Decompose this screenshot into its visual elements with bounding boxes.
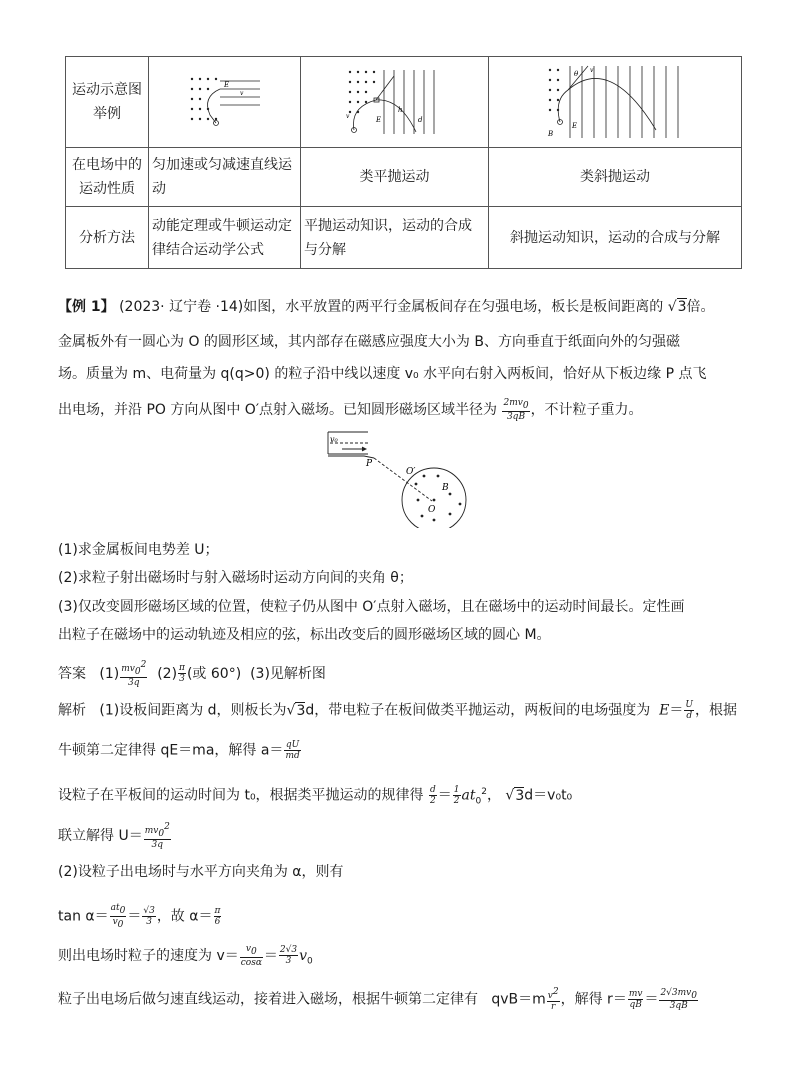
analysis-line-7: 则出电场时粒子的速度为 v＝ $\frac{v_0}{\cos\alpha}$ ＝ $\frac{2√3}{3}$ $v_0$ xyxy=(58,944,313,968)
svg-text:d: d xyxy=(417,116,422,124)
o-prime-label: O′ xyxy=(406,467,416,477)
analysis-line-5: (2)设粒子出电场时与水平方向夹角为 α，则有 xyxy=(58,864,344,880)
svg-text:E: E xyxy=(572,122,578,130)
example-line-1: 【例 1】 (2023· 辽宁卷 ·14)如图，水平放置的两平行金属板间存在匀强电场，板长是板间距离的 √3倍。 xyxy=(58,299,715,315)
example-line-4: 出电场，并沿 PO 方向从图中 O′点射入磁场。已知圆形磁场区域半径为 $\frac{2mv_0}{3qB}$ ，不计粒子重力。 xyxy=(58,398,643,422)
figure-linear-motion xyxy=(149,57,301,148)
question-3-cont: 出粒子在磁场中的运动轨迹及相应的弦，标出改变后的圆形磁场区域的圆心 M。 xyxy=(58,627,551,643)
figure-projectile-motion xyxy=(301,57,489,148)
example-line-2: 金属板外有一圆心为 O 的圆形区域，其内部存在磁感应强度大小为 B、方向垂直于纸面向外的匀强磁 xyxy=(58,334,680,350)
question-2: (2)求粒子射出磁场时与射入磁场时运动方向间的夹角 θ； xyxy=(58,570,413,586)
table-row xyxy=(66,57,742,148)
svg-text:E: E xyxy=(375,116,381,124)
question-3: (3)仅改变圆形磁场区域的位置，使粒子仍从图中 O′点射入磁场，且在磁场中的运动时间最长。定性画 xyxy=(58,599,685,615)
table-cell: 匀加速或匀减速直线运动 xyxy=(149,148,301,207)
projectile-motion-sketch xyxy=(340,62,450,142)
p-label: P xyxy=(366,459,373,469)
table-row-label: 分析方法 xyxy=(66,207,149,269)
table-cell: 类平抛运动 xyxy=(301,148,489,207)
table-row xyxy=(66,207,742,269)
svg-text:B: B xyxy=(548,130,554,138)
example-source: (2023· 辽宁卷 ·14) xyxy=(119,299,244,315)
analysis-line-8: 粒子出电场后做匀速直线运动，接着进入磁场，根据牛顿第二定律有 qvB＝m $\frac{v^2}{r}$ ，解得 r＝ $\frac{mv}{qB}$ ＝ $\frac{2√3mv_0}{3qB}$ xyxy=(58,987,697,1012)
table-row xyxy=(66,148,742,207)
table-row-label: 运动示意图举例 xyxy=(66,57,149,148)
table-cell: 平抛运动知识，运动的合成与分解 xyxy=(301,207,489,269)
v0-label: v₀ xyxy=(330,435,338,444)
radius-fraction: $\frac{2mv_0}{3qB}$ xyxy=(503,398,529,422)
svg-text:v: v xyxy=(590,67,594,74)
plates-and-circle-diagram xyxy=(322,428,482,528)
analysis-line-4: 联立解得 U＝ $\frac{mv_0^2}{3q}$ xyxy=(58,822,170,850)
example-tag: 【例 1】 xyxy=(58,299,115,315)
o-label: O xyxy=(428,505,436,515)
question-1: (1)求金属板间电势差 U； xyxy=(58,542,219,558)
oblique-projectile-sketch xyxy=(540,60,690,144)
svg-text:θ: θ xyxy=(574,70,579,78)
particle-exit xyxy=(328,456,374,458)
figure-oblique-projectile xyxy=(489,57,742,148)
svg-text:v: v xyxy=(345,113,349,120)
sqrt3-inline: √3 xyxy=(667,299,687,315)
analysis-line-1: 解析 (1)设板间距离为 d，则板长为√3d，带电粒子在板间做类平抛运动，两板间的电场强度为 E＝ $\frac{U}{d}$ ，根据 xyxy=(58,700,737,721)
svg-text:E: E xyxy=(223,81,229,89)
table-cell: 类斜抛运动 xyxy=(489,148,742,207)
b-label: B xyxy=(442,483,449,493)
example-line-3: 场。质量为 m、电荷量为 q(q>0) 的粒子沿中线以速度 v₀ 水平向右射入两板间，恰好从下板边缘 P 点飞 xyxy=(58,366,707,382)
svg-text:h: h xyxy=(397,106,403,114)
linear-motion-sketch xyxy=(180,67,270,137)
answer-line: 答案 (1) $\frac{mv_0^2}{3q}$ (2) $\frac{\pi}{3}$ (或 60°) (3)见解析图 xyxy=(58,660,326,688)
po-dashed-line xyxy=(374,458,432,501)
analysis-line-2: 牛顿第二定律得 qE＝ma，解得 a＝ $\frac{qU}{md}$ xyxy=(58,740,300,761)
analysis-line-3: 设粒子在平板间的运动时间为 t₀，根据类平抛运动的规律得 $\frac{d}{2}$ ＝ $\frac{1}{2}$ $at_0^2$， √3d＝v₀t₀ xyxy=(58,785,573,807)
table-cell: 斜抛运动知识，运动的合成与分解 xyxy=(489,207,742,269)
analysis-line-6: tan α＝ $\frac{at_0}{v_0}$ ＝ $\frac{√3}{3}$ ，故 α＝ $\frac{\pi}{6}$ xyxy=(58,903,221,930)
table-row-label: 在电场中的运动性质 xyxy=(66,148,149,207)
svg-text:v: v xyxy=(239,90,243,97)
motion-comparison-table xyxy=(65,56,742,269)
table-cell: 动能定理或牛顿运动定律结合运动学公式 xyxy=(149,207,301,269)
